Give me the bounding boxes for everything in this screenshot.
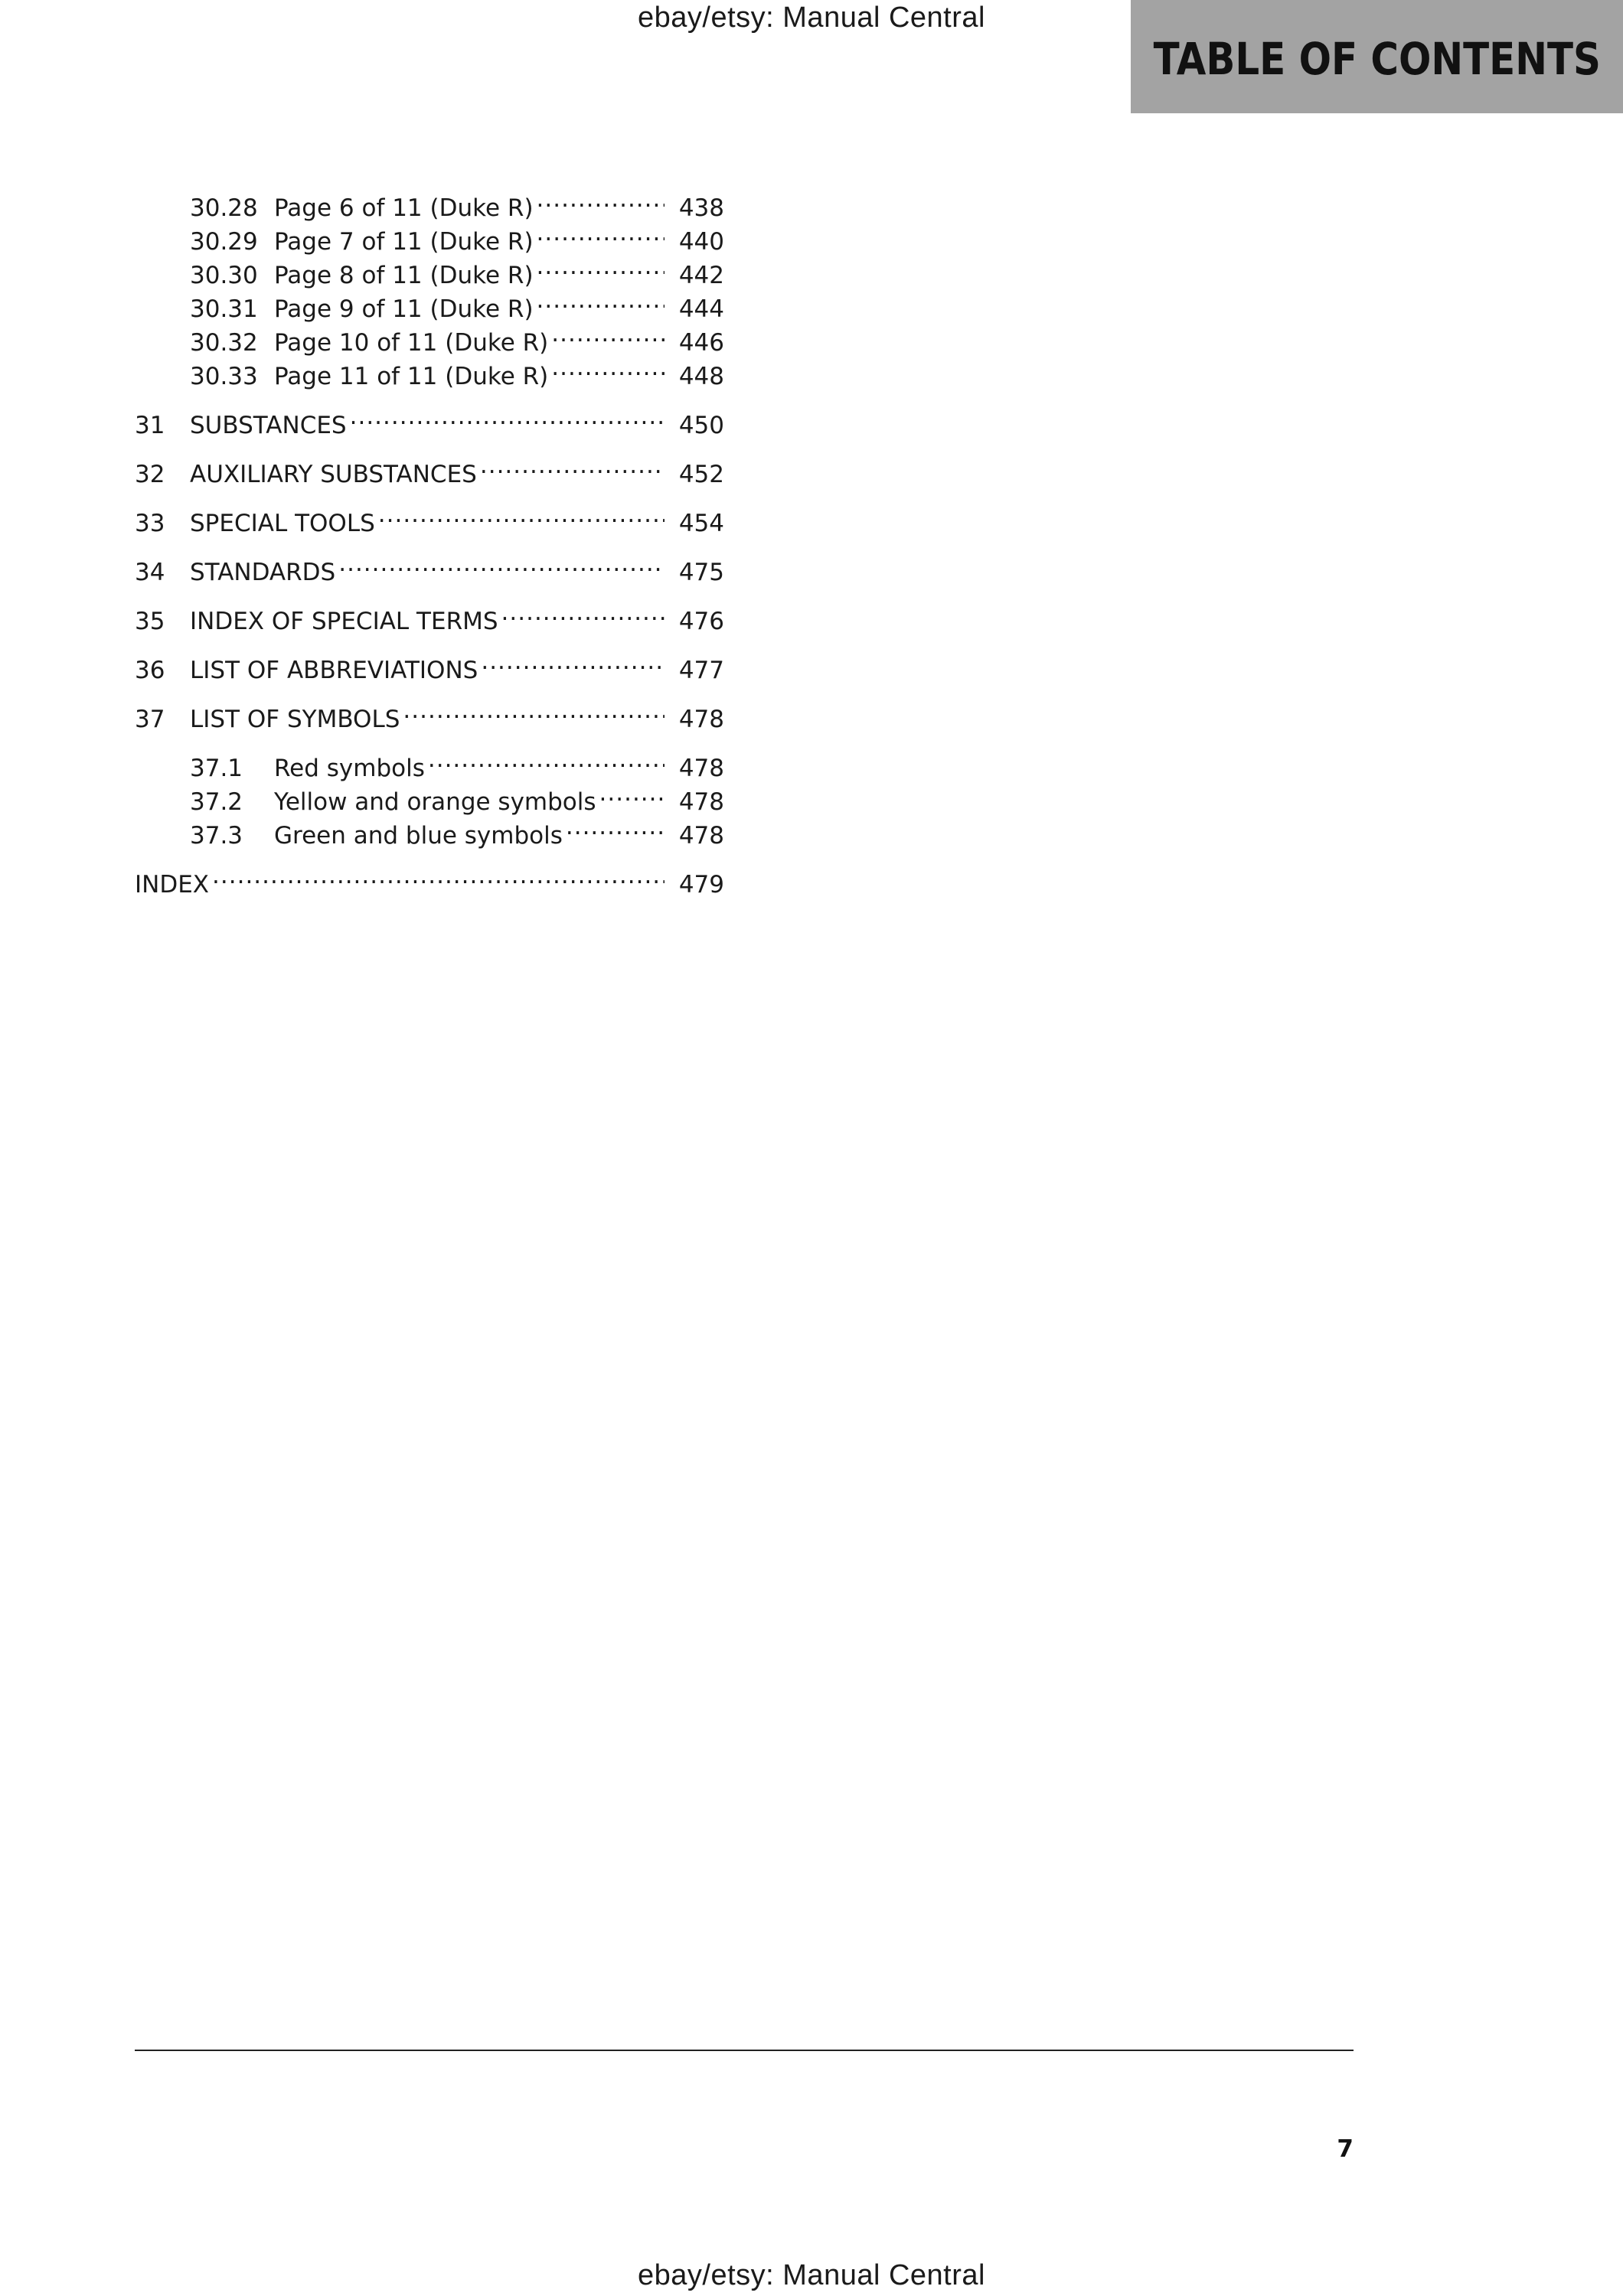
toc-entry-number: 34: [135, 559, 165, 586]
toc-dot-leader: [481, 644, 665, 678]
toc-entry-title: Page 11 of 11 (Duke R): [274, 363, 549, 390]
toc-entry-page: 446: [678, 329, 724, 357]
toc-entry-title: Page 6 of 11 (Duke R): [274, 194, 534, 222]
watermark-bottom: ebay/etsy: Manual Central: [638, 2259, 985, 2291]
toc-dot-leader: [537, 216, 665, 249]
toc-entry-page: 444: [678, 295, 724, 323]
toc-dot-leader: [551, 351, 665, 384]
toc-entry[interactable]: [135, 497, 724, 537]
toc-dot-leader: [212, 859, 665, 892]
toc-dot-leader: [537, 182, 665, 216]
toc-entry[interactable]: [135, 546, 724, 586]
toc-entry-title: Page 7 of 11 (Duke R): [274, 228, 534, 256]
toc-entry-number: 35: [135, 608, 165, 635]
toc-entry-page: 440: [678, 228, 724, 256]
toc-entry[interactable]: [135, 693, 724, 733]
toc-dot-leader: [599, 776, 665, 810]
toc-entry-title: Page 9 of 11 (Duke R): [274, 295, 534, 323]
toc-entry-index[interactable]: [135, 859, 724, 899]
toc-entry[interactable]: [135, 742, 724, 782]
toc-dot-leader: [403, 693, 665, 727]
toc-entry-number: 30.31: [190, 295, 258, 323]
toc-entry-page: 478: [678, 822, 724, 850]
toc-entry-number: 37.2: [190, 788, 243, 816]
toc-entry-title: STANDARDS: [190, 559, 336, 586]
footer-divider: [135, 2050, 1354, 2051]
toc-entry-page: 438: [678, 194, 724, 222]
toc-dot-leader: [537, 283, 665, 317]
toc-entry-number: 30.29: [190, 228, 258, 256]
toc-entry-page: 478: [678, 706, 724, 733]
toc-entry[interactable]: [135, 448, 724, 488]
toc-dot-leader: [350, 400, 665, 433]
toc-entry-page: 448: [678, 363, 724, 390]
toc-entry-page: 450: [678, 412, 724, 439]
toc-entry-number: 37.3: [190, 822, 243, 850]
toc-entry-number: 30.28: [190, 194, 258, 222]
toc-entry-number: 32: [135, 461, 165, 488]
watermark-top: ebay/etsy: Manual Central: [638, 2, 985, 34]
toc-entry[interactable]: [135, 400, 724, 439]
page-number: 7: [1337, 2135, 1354, 2163]
toc-entry-page: 479: [678, 871, 724, 899]
toc-entry-number: 31: [135, 412, 165, 439]
toc-entry-page: 452: [678, 461, 724, 488]
toc-entry-title: Page 10 of 11 (Duke R): [274, 329, 549, 357]
section-header-tab: [1131, 0, 1623, 113]
toc-dot-leader: [566, 810, 665, 843]
toc-entry-title: LIST OF SYMBOLS: [190, 706, 400, 733]
toc-entry-page: 475: [678, 559, 724, 586]
toc-dot-leader: [480, 448, 665, 482]
toc-entry-number: 36: [135, 657, 165, 684]
section-title: TABLE OF CONTENTS: [1153, 33, 1601, 85]
toc-entry-page: 477: [678, 657, 724, 684]
toc-entry[interactable]: [135, 644, 724, 684]
toc-entry-title: Page 8 of 11 (Duke R): [274, 262, 534, 289]
toc-entry-number: 37.1: [190, 755, 243, 782]
toc-entry-number: 33: [135, 510, 165, 537]
toc-entry-title: Yellow and orange symbols: [274, 788, 596, 816]
toc-dot-leader: [378, 497, 665, 531]
toc-entry-title: Red symbols: [274, 755, 425, 782]
toc-entry-page: 476: [678, 608, 724, 635]
toc-entry-title: INDEX: [135, 871, 210, 899]
toc-dot-leader: [501, 595, 665, 629]
toc-entry-number: 30.32: [190, 329, 258, 357]
toc-entry-number: 30.33: [190, 363, 258, 390]
toc-entry-number: 37: [135, 706, 165, 733]
toc-entry-page: 478: [678, 755, 724, 782]
toc-entry[interactable]: [135, 182, 724, 222]
toc-entry-title: INDEX OF SPECIAL TERMS: [190, 608, 498, 635]
toc-entry-page: 454: [678, 510, 724, 537]
toc-dot-leader: [338, 546, 665, 580]
toc-entry-title: Green and blue symbols: [274, 822, 563, 850]
toc-entry-title: SPECIAL TOOLS: [190, 510, 375, 537]
toc-entry-number: 30.30: [190, 262, 258, 289]
toc-entry-title: AUXILIARY SUBSTANCES: [190, 461, 477, 488]
toc-entry-page: 478: [678, 788, 724, 816]
toc-dot-leader: [428, 742, 665, 776]
toc-entry[interactable]: [135, 595, 724, 635]
toc-entry-title: SUBSTANCES: [190, 412, 347, 439]
toc-entry-page: 442: [678, 262, 724, 289]
table-of-contents: [135, 182, 724, 899]
toc-entry-title: LIST OF ABBREVIATIONS: [190, 657, 478, 684]
toc-dot-leader: [537, 249, 665, 283]
toc-dot-leader: [551, 317, 665, 351]
